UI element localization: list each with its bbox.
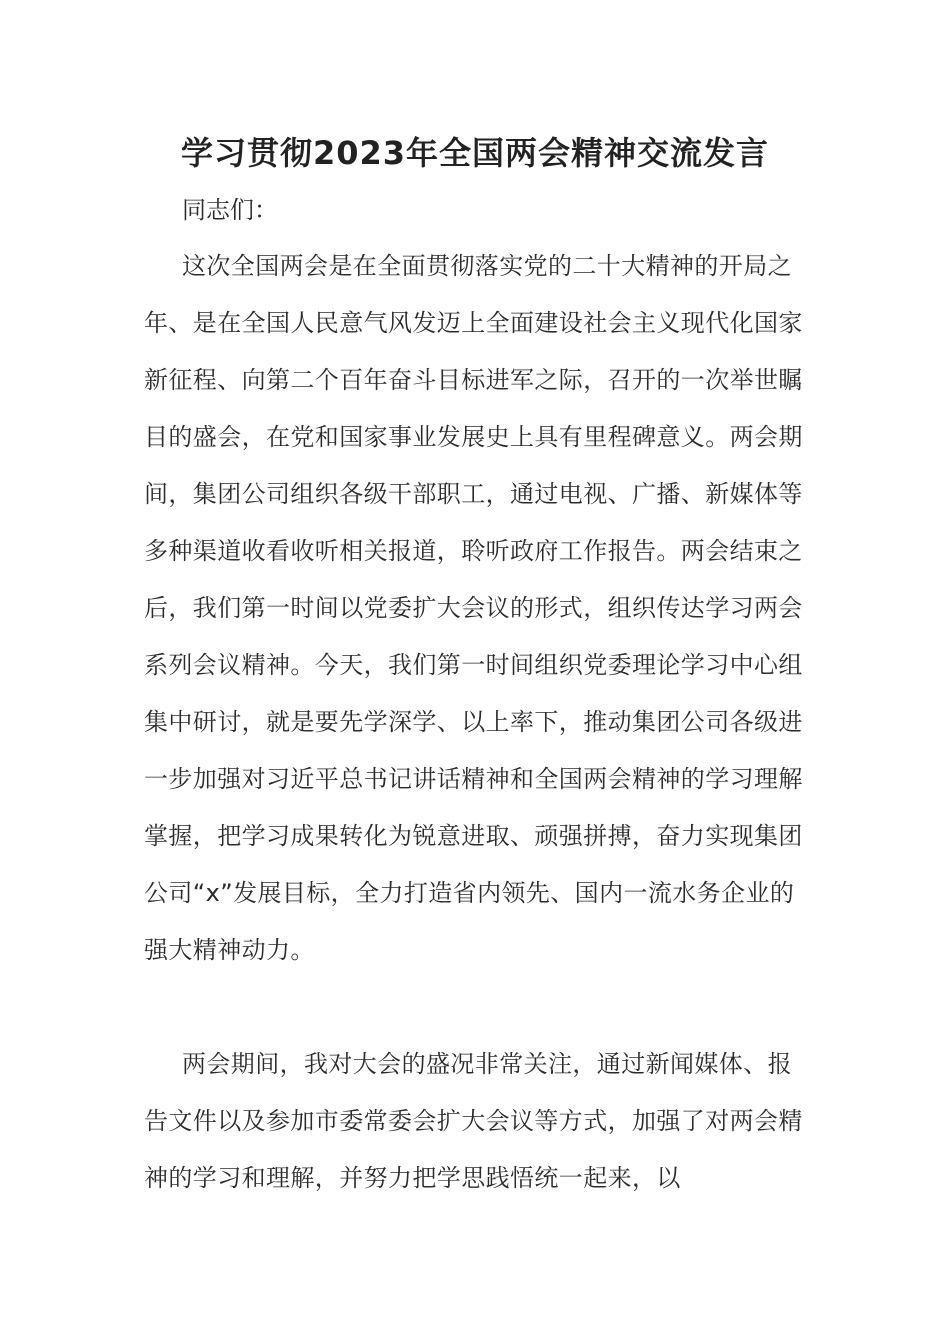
document-title: 学习贯彻2023年全国两会精神交流发言 [180, 134, 770, 172]
paragraph-1: 这次全国两会是在全面贯彻落实党的二十大精神的开局之年、是在全国人民意气风发迈上全面建设社会主义现代化国家新征程、向第二个百年奋斗目标进军之际，召开的一次举世瞩目的盛会，在党和国家事业发展史上具有里程碑意义。两会期间，集团公司组织各级干部职工，通过电视、广播、新媒体等多种渠道收看收听相关报道，聆听政府工作报告。两会结束之后，我们第一时间以党委扩大会议的形式，组织传达学习两会系列会议精神。今天，我们第一时间组织党委理论学习中心组集中研讨，就是要先学深学、以上率下，推动集团公司各级进一步加强对习近平总书记讲话精神和全国两会精神的学习理解掌握，把学习成果转化为锐意进取、顽强拼搏，奋力实现集团公司“x”发展目标，全力打造省内领先、国内一流水务企业的强大精神动力。 [144, 252, 803, 964]
paragraph-2: 两会期间，我对大会的盛况非常关注，通过新闻媒体、报告文件以及参加市委常委会扩大会议等方式，加强了对两会精神的学习和理解，并努力把学思践悟统一起来，以 [144, 1050, 803, 1192]
salutation: 同志们： [182, 196, 278, 224]
